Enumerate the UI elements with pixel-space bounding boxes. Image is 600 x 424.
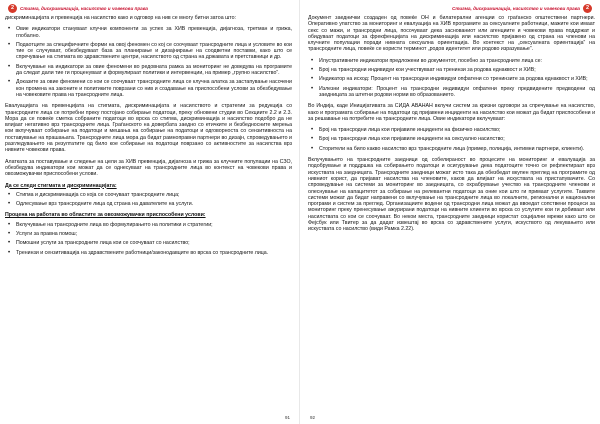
left-running-header	[5, 3, 148, 13]
list-item: • Помошни услуги за трансродните лица кои се соочуваат со насилство;	[16, 240, 292, 246]
reasons-list	[5, 26, 292, 98]
tool-paragraph: Алатката за поставување и следење на цели за ХИВ превенција, дијагноза и грижа за клучните популации на СЗО, обезбедува индикатори кои можат да се однесуваат на трансродните лица во контекст на човекови права и овозможувачки приспособени услови.	[5, 158, 292, 178]
chapter-badge: 2	[583, 4, 592, 13]
list-item: • Одлесување врз трансродните лица од страна на давателите на услуги.	[16, 201, 292, 207]
list-item: • Тренинзи и сензитивација на здравствените работници/законодавците во врска со трансродните лица.	[16, 250, 292, 256]
list-item: • Стигма и дискриминација со која се соочуваат трансродните лица;	[16, 192, 292, 198]
list-item: • Сторители на било какво насилство врз трансродните лица (пример, полиција, интимни партнери, клиенти).	[319, 146, 595, 152]
evaluation-paragraph: Евалуацијата на превенцијата на стигмата, дискриминацијата и насилството и стратегии за редукција со трансродните лица се потребни преку постојано собирање податоци, преку обновени студии во Секциите 2.2 и 2.3. Мора да се повеќе сметка собраните податоци во врска со стигма, дискриминација и насилство подобро да не влијаат негативно врз трансродните лица. Граѓанското на довербата заедно со етичките и безбедносните мерења кои вклучуваат собирање на податоци и мешања на собирање на податоци и одговорноста со сензитивноста на поставување на прашањата. Трансродните лица мора да бидат рамноправни партнери во дизајн, спроведувањето и разгледувањето на резултатите од било кое собирање на податоци поврзано со активностите за насилства врз нивните човекови права.	[5, 103, 292, 154]
list-item: • Услуги за правна помош;	[16, 231, 292, 237]
list-item: • Број на трансродни лица кои пријавиле инциденти на физичко насилство;	[319, 127, 595, 133]
list-item: • Број на трансродни лица кои пријавиле инциденти на сексуално насилство;	[319, 136, 595, 142]
page-gutter	[299, 0, 300, 424]
running-header-title: Стигма, дискриминација, насилство и човекови права	[452, 5, 580, 11]
community-paragraph: Вклучувањето на трансродните заедници од собелираност во процесите на мониторинг и евалуација за подобрување и поддршка на собирањето податоци и осигурување дека податоците точно се рефлектираат врз искуствата на заедницата. Трансродните заедници можат исто така да обезбедат вкупен преглед на програмите од нивниот корист, да пријават насилства на членовите, каков да влијаат на искуствата на пристапувачите. Со спроведување на системи за мониторинг во заедницата, со охрабрување учество на трансродните членови и олеснување на капацитетот за собирање на релевантни податоци за оние кои што ги примаат услугите. Таквите системи можат да бидат направени со вклучување на трансродните лица во локалните, регионални и национални програми и систем за преглед. Организациите водени од трансродни лица можат да ввоедат сопствени процеси за мониторинг преку пренесување ажурирани податоци на нивните клиенти во врска со услугите кои ги добиваат или насилствата со кои се соочуваат. Во некои места, трансродните заедници користат социјални мрежи како што се Фејсбук или Твитер за да дадат извештај во врска со здравствените услуги, искуството од лекувањето или искуствата со насилство (види Рамка 2.22).	[308, 157, 595, 233]
list-item: • Индикатор на исход: Процент на трансродни индивидуи опфатени со тренинзите за родова еднаквост и ХИВ;	[319, 76, 595, 82]
section-subheading: Да се следи стигмата и дискриминацијата:	[5, 182, 117, 189]
chapter-badge: 2	[8, 4, 17, 13]
right-page-body	[308, 15, 595, 406]
list-item: • Илустративните индикатори предложени во документот, посебно за трансродните лица се:	[319, 58, 595, 64]
stigma-list	[5, 192, 292, 208]
document-paragraph: Документ заеднички создаден од повеќе ОН и билатерални агенции со граѓанско општествени партнери. Оперативно упатство за мониторинг и евалуација на ХИВ програмите за сексуалните работници, мажите кои имаат секс со мажи, и трансродни лица, посочуваат дека заснованиот или агенциите и човекови права поддржат и обидуваат податоци за фрекфенцијата на дискриминација или насилство пријавено од страна на членови на клучните популации поради нивната сексуална ориентација. Во контекст на „сексуалната ориентација“ на трансродните лица, повеќе се користи терминот „родов идентитет или родово изразување“.	[308, 15, 595, 53]
indicators-list	[308, 58, 595, 98]
page-number: 91	[284, 415, 290, 420]
list-item: • Излезни индикатори: Процент на трансродни индивидуи опфатени преку предвидените предводени од заедницата за штетни родови норми во образованието.	[319, 86, 595, 99]
list-item: • Вклучување на трансродните лица во формулирањето на политики и стратегии;	[16, 222, 292, 228]
india-paragraph: Во Индија, каде Иницијативата за СИДА АВАНАН вклучи систем за кризни одговори за спречување на насилство, како и програмата собирање на податоци од пријавени инциденти на насилство кои можат да бидат приспособени и за решавање на потребите на трансродните лица. Овие индикатори вклучуваат:	[308, 103, 595, 122]
enabling-environment-list	[5, 222, 292, 256]
intro-paragraph: дискриминацијата и превенција на насилство како и одговор на нив се многу битни затоа што:	[5, 15, 237, 21]
page-number: 92	[310, 415, 316, 420]
left-page	[3, 0, 294, 424]
right-running-header	[452, 3, 595, 13]
left-page-body	[5, 15, 292, 406]
section-subheading: Процена на работата во областите за овозможувачки приспособени услови:	[5, 212, 206, 219]
list-item: • Доказите за овие феномени со кои се соочуваат трансродните лица се клучна алатка за застапување насочени кон промена на законите и политиките поврзани со нив и создавање на приспособени услови за обезбедување на човековите права на трансродните лица.	[16, 79, 292, 98]
list-item: • Овие индикатори стануваат клучни компоненти за успех за ХИВ превенција, дијагноза, третман и грижа, глобално.	[16, 26, 292, 39]
list-item: • Вклучување на индикатори за овие феномени во редовната рамка за мониторинг не доведува на програмите да следат дали тие ги проценуваат и формулираат политики и интервенции, на пример „групно насилство“.	[16, 64, 292, 77]
violence-indicators-list	[308, 127, 595, 152]
list-item: • Подаотците за специфичните форми на овој феномен со кој се соочуваат трансродните лица и условите во кои тие се случуваат, обезбедуваат база за планирање и дизајнирање на соодветни поставки, како што се спречување на стигмата во здравствените центри, насилството од страна на државата и претставници и др.	[16, 42, 292, 61]
running-header-title: Стигма, дискриминација, насилство и човекови права	[20, 5, 148, 11]
list-item: • Број на трансродни индивидуи кои учествуваат на тренинзи за родова еднаквост и ХИВ;	[319, 67, 595, 73]
right-page	[306, 0, 597, 424]
